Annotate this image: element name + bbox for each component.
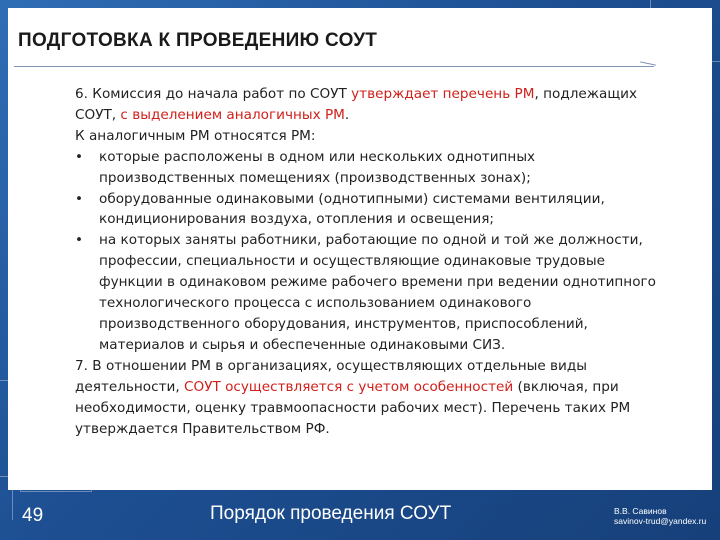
author-name: В.В. Савинов xyxy=(614,506,667,516)
bullet-dot: • xyxy=(75,148,84,165)
highlight-special-features: СОУТ осуществляется с учетом особенностей xyxy=(184,378,514,395)
author-email: savinov-trud@yandex.ru xyxy=(614,516,707,526)
footer-title: Порядок проведения СОУТ xyxy=(210,503,452,524)
paragraph-7-line-1: 7. В отношении РМ в организациях, осуществляющих отдельные виды xyxy=(75,357,587,374)
highlight-approves-list: утверждает перечень РМ xyxy=(351,86,535,102)
bullet-dot: • xyxy=(75,190,84,207)
paragraph-7-line-4: утверждается Правительством РФ. xyxy=(75,420,330,437)
title-divider xyxy=(14,66,654,67)
paragraph-6-line-2: СОУТ, с выделением аналогичных РМ. xyxy=(75,106,350,123)
slide-title: ПОДГОТОВКА К ПРОВЕДЕНИЮ СОУТ xyxy=(18,30,378,51)
page-number: 49 xyxy=(22,505,44,526)
bullet-item-1: • которые расположены в одном или нескольких однотипных производственных помещениях (производственных зонах); xyxy=(75,148,536,186)
footer-author xyxy=(614,506,706,526)
paragraph-6-line-1: 6. Комиссия до начала работ по СОУТ утверждает перечень РМ, подлежащих xyxy=(75,86,638,102)
slide-body xyxy=(75,84,705,439)
bullet-dot: • xyxy=(75,232,84,249)
paragraph-7-line-2: деятельности, СОУТ осуществляется с учетом особенностей (включая, при xyxy=(75,378,619,395)
highlight-analogous-wp: с выделением аналогичных РМ xyxy=(120,106,345,123)
analogous-intro: К аналогичным РМ относятся РМ: xyxy=(75,127,316,144)
paragraph-7-line-3: необходимости, оценку травмоопасности рабочих мест). Перечень таких РМ xyxy=(75,399,631,416)
bullet-item-3: • на которых заняты работники, работающие по одной и той же должности, профессии, специальности и осуществляющие одинаковые трудовые функции в одинаковом режиме рабочего времени при ведении однотипного технологического процесса с использованием одинакового производственного оборудования, инструментов, приспособлений, материалов и сырья и обеспеченные одинаковыми СИЗ. xyxy=(75,232,656,353)
bullet-item-2: • оборудованные одинаковыми (однотипными) системами вентиляции, кондиционирования воздуха, отопления и освещения; xyxy=(75,190,605,228)
